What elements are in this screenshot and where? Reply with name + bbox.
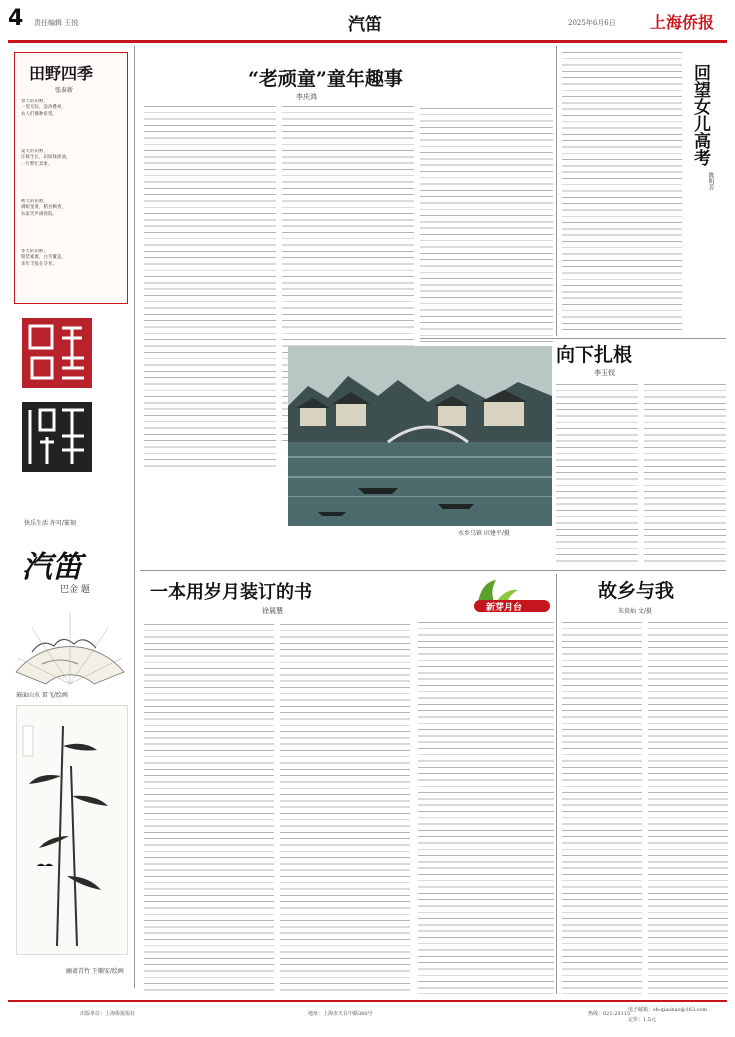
bamboo-caption: 幽斋青竹 王顺安/绘画 <box>66 968 124 975</box>
footer-hotline: 热线：021-23115 <box>588 1011 631 1017</box>
poem-stanza-4: 冬天的田野， 银装素裹，白雪覆盖， 来年丰收在孕育。 <box>21 249 66 267</box>
badge-title: 新芽月台 <box>486 603 523 613</box>
footer-publisher: 出版单位：上海侨报报社 <box>80 1011 136 1017</box>
side-article-author: 陈明芳 <box>707 172 714 190</box>
fan-painting <box>12 608 128 686</box>
book-article-col-2 <box>280 624 410 994</box>
poem-author: 张泰新 <box>55 87 74 94</box>
bamboo-painting <box>16 705 128 955</box>
pull-article-col-2 <box>644 384 726 562</box>
section-title: 汽笛 <box>348 15 382 35</box>
poem-stanza-2: 夏天的田野， 庄稼生长，田间绿油油， 一片繁忙景象。 <box>21 149 71 167</box>
fan-caption: 扇面山水 雷飞/绘画 <box>16 692 68 699</box>
pull-article-title: 向下扎根 <box>556 344 633 366</box>
main-article-col-2 <box>282 106 414 348</box>
book-article-col-1 <box>144 624 274 994</box>
pull-article-col-1 <box>556 384 638 562</box>
poem-stanza-1: 春天的田野， 一望无际，浪涛叠翠， 农人们播种希望。 <box>21 99 66 117</box>
home-article-col-2 <box>648 622 728 994</box>
divider <box>140 570 726 571</box>
side-article-title: 回望女儿高考 <box>690 64 710 166</box>
masthead: 上海侨报 <box>650 13 715 32</box>
book-article-author: 徐展慧 <box>262 607 283 615</box>
divider <box>556 574 557 994</box>
issue-date: 2025年6月6日 <box>568 19 616 27</box>
badge-box <box>470 574 554 614</box>
footer <box>8 1000 727 1032</box>
page-number: 4 <box>8 6 24 31</box>
seal-caption: 快乐生活 许可/篆刻 <box>24 520 76 527</box>
calligraphy-author: 巴金 题 <box>60 585 90 595</box>
poem-title: 田野四季 <box>29 64 94 83</box>
book-article-title: 一本用岁月装订的书 <box>150 582 312 603</box>
poem-box <box>14 52 128 304</box>
page-header <box>8 6 727 43</box>
home-article-col-1 <box>562 622 642 994</box>
main-article-col-3 <box>144 352 276 467</box>
divider <box>420 338 726 339</box>
main-article-col-1 <box>144 106 276 348</box>
pull-article-author: 李玉钗 <box>594 369 615 377</box>
main-article-author: 李庆鸿 <box>296 93 317 101</box>
footer-price: 定价：1.5元 <box>628 1017 656 1023</box>
footer-address: 地址：上海市天目中路380号 <box>308 1011 373 1017</box>
divider <box>556 46 557 336</box>
home-article-author: 朱贵灿 文/摄 <box>618 608 652 615</box>
calligraphy-text: 汽笛 <box>22 550 82 585</box>
side-article-col-1 <box>562 52 682 334</box>
seal-stamp-2 <box>22 402 92 472</box>
main-article-col-5 <box>420 108 553 348</box>
main-article-title: “老顽童”童年趣事 <box>248 68 403 90</box>
editor-credit: 责任编辑 王悦 <box>34 19 79 27</box>
water-town-photo <box>288 346 552 526</box>
seal-stamp-1 <box>22 318 92 388</box>
poem-stanza-3: 秋天的田野， 满眼金黄，稻谷飘香， 农家笑声满场院。 <box>21 199 66 217</box>
footer-email: 电子邮箱：sh-qiaobao@163.com <box>628 1007 708 1013</box>
calligraphy-block <box>22 540 122 600</box>
home-article-title: 故乡与我 <box>598 580 675 602</box>
photo-caption: 水乡乌镇 田建平/摄 <box>458 530 510 537</box>
divider <box>134 46 135 988</box>
book-article-col-3 <box>418 622 554 994</box>
